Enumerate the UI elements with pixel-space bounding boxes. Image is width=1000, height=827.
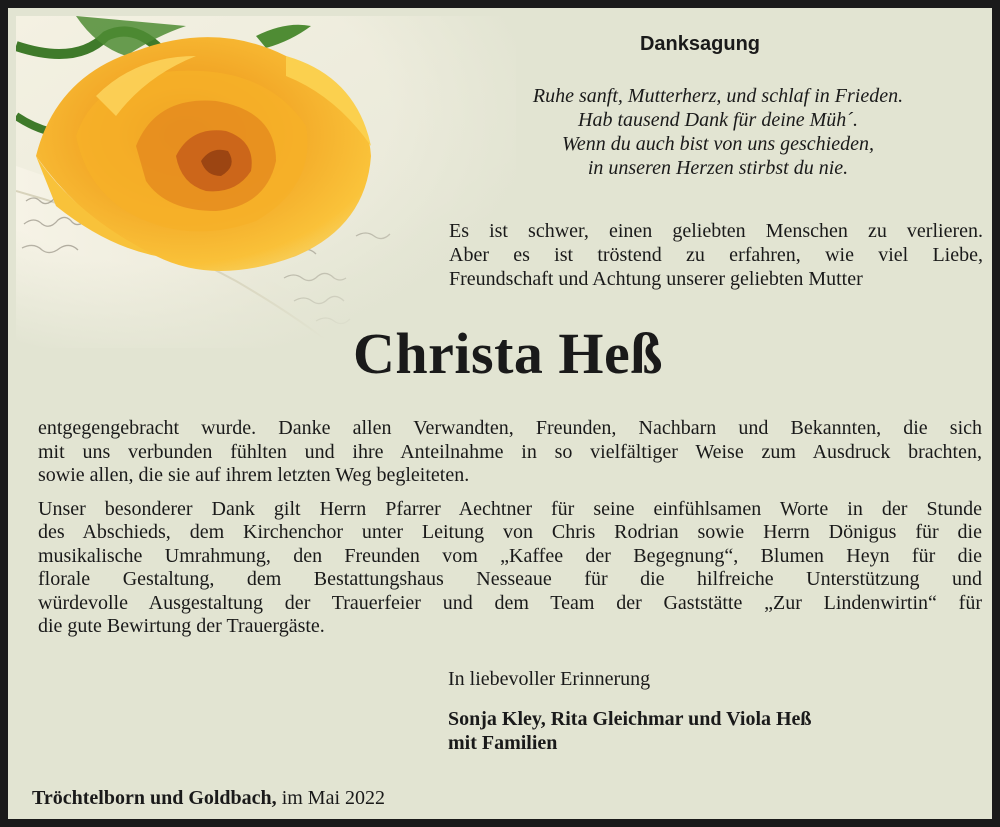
intro-line: Aber es ist tröstend zu erfahren, wie viel Liebe, [449,244,983,266]
poem-line: Wenn du auch bist von uns geschieden, [562,133,874,155]
paragraph-line: florale Gestaltung, dem Bestattungshaus Nesseaue für die hilfreiche Unterstützung und [38,568,982,590]
place-names: Tröchtelborn und Goldbach, [32,787,277,809]
paragraph-line: mit uns verbunden fühlten und ihre Anteilnahme in so vielfältiger Weise zum Ausdruck brachten, [38,440,982,463]
paragraph-line: musikalische Umrahmung, den Freunden vom „Kaffee der Begegnung“, Blumen Heyn für die [38,544,982,567]
date-text: im Mai 2022 [281,787,386,809]
intro-line: Es ist schwer, einen geliebten Menschen zu verlieren. [449,220,983,242]
signers-line: Sonja Kley, Rita Gleichmar und Viola Heß [448,708,812,730]
signers [448,707,812,755]
place-date [32,787,385,810]
poem-line: Hab tausend Dank für deine Müh´. [578,109,858,131]
paragraph-line: des Abschieds, dem Kirchenchor unter Leitung von Chris Rodrian sowie Herrn Dönigus für die [38,521,982,543]
paragraph-line: sowie allen, die sie auf ihrem letzten Weg begleiteten. [38,464,470,486]
intro-text [449,219,983,291]
poem [468,84,968,180]
paragraph-2 [38,498,982,639]
paragraph-line: entgegengebracht wurde. Danke allen Verwandten, Freunden, Nachbarn und Bekannten, die sich [38,417,982,439]
signers-line: mit Familien [448,732,558,754]
memory-line: In liebevoller Erinnerung [448,668,651,690]
paragraph-line: die gute Bewirtung der Trauergäste. [38,615,325,637]
rose-on-book-image [16,16,516,348]
poem-line: in unseren Herzen stirbst du nie. [587,157,849,179]
deceased-name: Christa Heß [353,321,663,386]
paragraph-line: Unser besonderer Dank gilt Herrn Pfarrer Aechtner für seine einfühlsamen Worte in der Stunde [38,497,982,520]
heading-danksagung: Danksagung [639,33,761,55]
paragraph-1 [38,417,982,488]
paragraph-line: würdevolle Ausgestaltung der Trauerfeier und dem Team der Gaststätte „Zur Lindenwirtin“ für [38,591,982,614]
intro-line: Freundschaft und Achtung unserer geliebten Mutter [449,268,863,290]
poem-line: Ruhe sanft, Mutterherz, und schlaf in Frieden. [532,85,904,107]
body-text [38,417,982,639]
